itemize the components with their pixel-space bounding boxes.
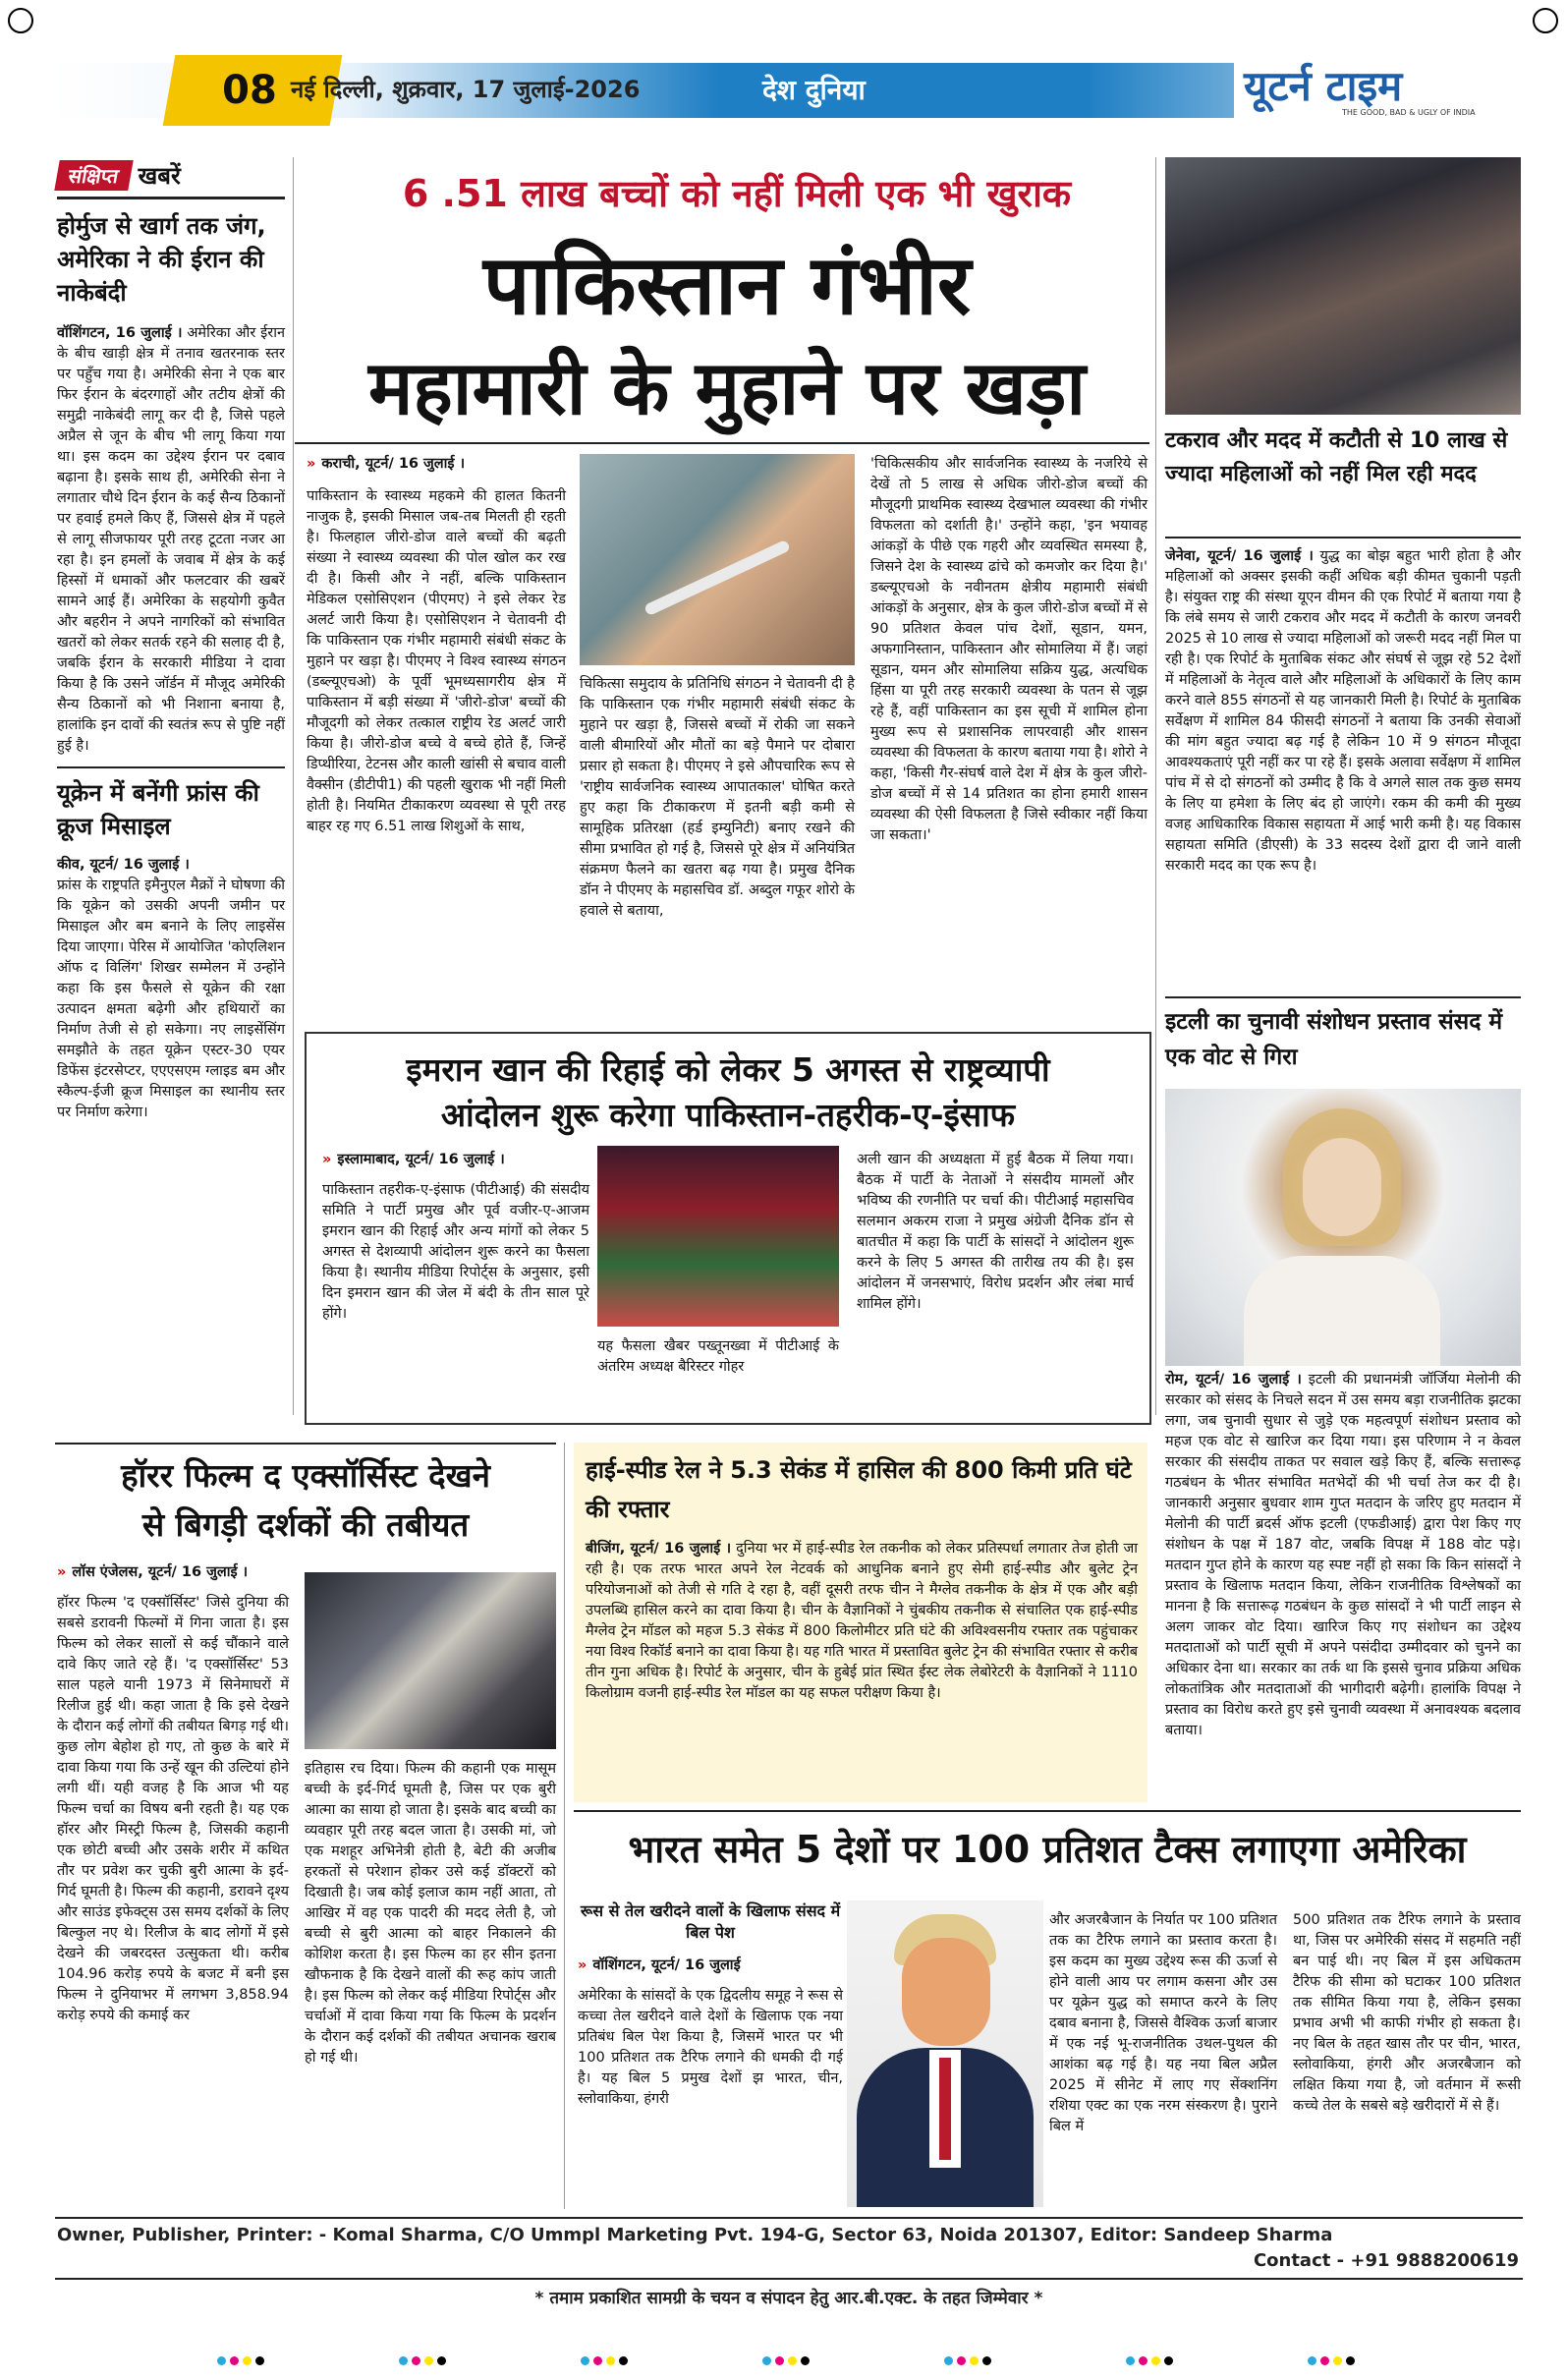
tie-shape: [939, 2058, 951, 2160]
rule: [574, 1810, 1521, 1812]
imran-headline-1: इमरान खान की रिहाई को लेकर 5 अगस्त से राष्ट्रव्यापी: [406, 1050, 1050, 1089]
story-body: [1165, 546, 1521, 877]
column-divider: [564, 1443, 565, 2209]
dateline-header: नई दिल्ली, शुक्रवार, 17 जुलाई-2026: [291, 76, 641, 103]
italy-headline: इटली का चुनावी संशोधन प्रस्ताव संसद में एक वोट से गिरा: [1165, 1009, 1503, 1070]
exorcist-dateline-text: लॉस एंजेलस, यूटर्न/ 16 जुलाई ।: [72, 1564, 249, 1580]
registration-mark-icon: [8, 8, 33, 33]
tariff-text: और अजरबैजान के निर्यात पर 100 प्रतिशत तक का टैरिफ लगाने का प्रस्ताव करता है। इस कदम का मुख्य उद्देश्य रूस की ऊर्जा से होने वाली आय पर लगाम कसना और उस पर यूक्रेन युद्ध को समाप्त करने के लिए दबाव बनाना है, जिससे वैश्विक ऊर्जा बाजार में एक नई भू-राजनीतिक उथल-पुथल की आशंका बढ़ गई है। यह नया बिल अप्रैल 2025 में सीनेट में लाए गए सेंक्शनिंग रशिया एक्ट का एक नरम संस्करण है। पुराने बिल में: [1049, 1912, 1277, 2134]
jacket-shape: [1244, 1256, 1440, 1366]
imran-box: [305, 1032, 1151, 1425]
story-headline: यूक्रेन में बनेंगी फ्रांस की क्रूज मिसाइल: [57, 779, 259, 840]
exorcist-text: इतिहास रच दिया। फिल्म की कहानी एक मासूम बच्ची के इर्द-गिर्द घूमती है, जिस पर एक बुरी आत्मा का साया हो जाता है। इसके बाद बच्ची का व्यवहार पूरी तरह बदल जाता है। उसकी मां, जो एक मशहूर अभिनेत्री होती है, बेटी की अजीब हरकतों से परेशान होकर उसे कई डॉक्टरों को दिखाती है। जब कोई इलाज काम नहीं आता, तो आखिर में वह एक पादरी की मदद लेती है, जो बच्ची से बुरी आत्मा को बाहर निकालने की कोशिश करता है। इस फिल्म का हर सीन इतना खौफनाक है कि देखने वालों की रूह कांप जाती है। इस फिल्म को लेकर कई मीडिया रिपोर्ट्स और चर्चाओं में दावा किया गया कि फिल्म के प्रदर्शन के दौरान कई दर्शकों की तबीयत अचानक खराब हो गई थी।: [305, 1761, 556, 2066]
arrow-bullet-icon: »: [578, 1957, 588, 1973]
story-dateline: कीव, यूटर्न/ 16 जुलाई ।: [57, 857, 190, 873]
imran-headline-2: आंदोलन शुरू करेगा पाकिस्तान-तहरीक-ए-इंसाफ: [440, 1096, 1016, 1134]
vaccine-photo: [580, 454, 855, 665]
tariff-col-3: [1293, 1910, 1521, 2117]
women-photo: [1165, 157, 1521, 415]
imran-col-1: [322, 1150, 589, 1325]
arrow-bullet-icon: »: [57, 1564, 67, 1580]
page-number-text: 08: [222, 68, 277, 113]
left-column: [57, 157, 285, 1123]
story-dateline: रोम, यूटर्न/ 16 जुलाई ।: [1165, 1372, 1302, 1388]
footer-imprint: Owner, Publisher, Printer: - Komal Sharma, C/O Ummpl Marketing Pvt. 194-G, Sector 63, Noida 201307, Editor: Sandeep Sharma: [57, 2225, 1333, 2245]
tariff-col-1: [578, 1900, 843, 2110]
story-text: दुनिया भर में हाई-स्पीड रेल तकनीक को लेकर प्रतिस्पर्धा लगातार तेज होती जा रही है। एक तरफ भारत अपने रेल नेटवर्क को आधुनिक बनाने हुए सेमी हाई-स्पीड और बुलेट ट्रेन परियोजनाओं को तेजी से गति दे रहा है, वहीं दूसरी तरफ चीन ने मैग्लेव तकनीक के क्षेत्र में एक और बड़ी उपलब्धि हासिल करने का दावा किया है। चीन के वैज्ञानिकों ने चुंबकीय तकनीक से संचालित एक हाई-स्पीड मैग्लेव ट्रेन मॉडल को महज 5.3 सेकंड में 800 किलोमीटर प्रति घंटे की अविश्वसनीय रफ्तार तक पहुंचाकर नया विश्व रिकॉर्ड बनाने का दावा किया है। यह गति भारत में प्रस्तावित बुलेट ट्रेन की संभावित रफ्तार से करीब तीन गुना अधिक है। रिपोर्ट के अनुसार, चीन के हुबेई प्रांत स्थित ईस्ट लेक लेबोरेटरी के वैज्ञानिकों ने 1110 किलोग्राम वजनी हाई-स्पीड रेल मॉडल का यह सफल परीक्षण किया है।: [586, 1541, 1138, 1701]
face-shape: [1303, 1138, 1381, 1236]
footer-note: * तमाम प्रकाशित सामग्री के चयन व संपादन हेतु आर.बी.एक्ट. के तहत जिम्मेवार *: [534, 2289, 1043, 2308]
rule: [295, 442, 1149, 444]
italy-body: [1165, 1370, 1521, 1741]
rule: [55, 1443, 556, 1445]
story-text: युद्ध का बोझ बहुत भारी होता है और महिलाओं को अक्सर इसकी कहीं अधिक बड़ी कीमत चुकानी पड़ती है। संयुक्त राष्ट्र की संस्था यूएन वीमन की एक रिपोर्ट में बताया गया है कि लंबे समय से जारी टकराव और मदद में कटौती के कारण जनवरी 2025 से 10 लाख से ज्यादा महिलाओं को जरूरी मदद नहीं मिल पा रही है। एक रिपोर्ट के मुताबिक संकट और संघर्ष से जूझ रहे 52 देशों में महिलाओं के नेतृत्व वाले और महिलाओं के अधिकारों के लिए काम करने वाले 855 संगठनों से यह जानकारी मिली है। रिपोर्ट के मुताबिक सर्वेक्षण में शामिल 84 फीसदी संगठनों ने बताया कि उनकी सेवाओं की मांग बहुत ज्यादा बढ़ गई है लेकिन 10 में 9 संगठन मौजूदा आवश्यकताएं पूरी नहीं कर पा रहे हैं। इसके अलावा सर्वेक्षण में शामिल पांच में से दो संगठनों को उम्मीद है कि वे अगले साल तक कुछ समय के लिए या हमेशा के लिए बंद हो जाएंगे। रकम की कमी की मुख्य वजह आधिकारिक विकास सहायता में आई भारी कमी है। यह विकास सहायता समिति (डीएसी) के 33 सदस्य देशों द्वारा दी जाने वाली सरकारी मदद का एक रूप है।: [1165, 548, 1522, 874]
lead-dateline: [307, 454, 566, 475]
imran-col-2: [597, 1336, 839, 1378]
exorcist-dateline: [57, 1562, 289, 1583]
trump-photo: [847, 1900, 1043, 2207]
page-header: [55, 55, 1529, 126]
tariff-col-2: [1049, 1910, 1277, 2137]
story-body: [586, 1539, 1138, 1704]
rally-photo: [597, 1146, 839, 1327]
story-dateline: जेनेवा, यूटर्न/ 16 जुलाई ।: [1165, 548, 1314, 564]
tariff-headline: भारत समेत 5 देशों पर 100 प्रतिशत टैक्स लगाएगा अमेरिका: [628, 1828, 1467, 1871]
lead-col-3: [870, 454, 1147, 846]
story-text: फ्रांस के राष्ट्रपति इमैनुएल मैक्रों ने घोषणा की कि यूक्रेन को उसकी अपनी जमीन पर मिसाइल और बम बनाने के लिए लाइसेंस दिया जाएगा। पेरिस में आयोजित 'कोएलिशन ऑफ द विलिंग' शिखर सम्मेलन में उन्होंने कहा कि इस फैसले से यूक्रेन की रक्षा उत्पादन क्षमता बढ़ेगी और हथियारों का निर्माण तेजी से हो सकेगा। नए लाइसेंसिंग समझौते के तहत यूक्रेन एस्टर-30 एयर डिफेंस इंटरसेप्टर, एएएसएम ग्लाइड बम और स्कैल्प-ईजी क्रूज मिसाइल का स्थानीय स्तर पर निर्माण करेगा।: [57, 878, 285, 1120]
tariff-dateline-text: वॉशिंगटन, यूटर्न/ 16 जुलाई: [592, 1957, 741, 1973]
rule: [55, 2217, 1523, 2219]
arrow-bullet-icon: »: [307, 456, 316, 472]
imran-text: यह फैसला खैबर पख्तूनख्वा में पीटीआई के अंतरिम अध्यक्ष बैरिस्टर गोहर: [597, 1338, 839, 1375]
tariff-text: 500 प्रतिशत तक टैरिफ लगाने के प्रस्ताव था, जिस पर अमेरिकी संसद में सहमति नहीं बन पाई थी। नए बिल में इस अधिकतम टैरिफ की सीमा को घटाकर 100 प्रतिशत तक सीमित किया गया है, लेकिन इसका प्रभाव अभी भी काफी गंभीर हो सकता है। नए बिल के तहत खास तौर पर चीन, भारत, स्लोवाकिया, हंगरी और अजरबैजान को लक्षित किया गया है, जो वर्तमान में रूसी कच्चे तेल के सबसे बड़े खरीदारों में से हैं।: [1293, 1912, 1521, 2114]
masthead-logo: यूटर्न टाइम: [1244, 62, 1403, 110]
tariff-sub: रूस से तेल खरीदने वालों के खिलाफ संसद में बिल पेश: [580, 1901, 841, 1942]
rail-body: [586, 1539, 1138, 1704]
story-body: [57, 323, 285, 757]
imran-col-3: [857, 1150, 1134, 1315]
right-top-body: [1165, 546, 1521, 877]
arrow-bullet-icon: »: [322, 1152, 332, 1167]
exorcist-headline-2: से बिगड़ी दर्शकों की तबीयत: [141, 1505, 470, 1544]
lead-kicker: 6 .51 लाख बच्चों को नहीं मिली एक भी खुराक: [402, 172, 1072, 215]
tariff-dateline: [578, 1955, 843, 1976]
section-name: देश दुनिया: [762, 74, 866, 106]
section-label-text: खबरें: [138, 161, 181, 190]
section-label: [57, 157, 285, 193]
lead-text: चिकित्सा समुदाय के प्रतिनिधि संगठन ने चेतावनी दी है कि पाकिस्तान एक गंभीर महामारी संबंधी संकट के मुहाने पर खड़ा है, जिससे बच्चों में रोकी जा सकने वाली बीमारियों और मौतों का बड़े पैमाने पर दोबारा प्रसार हो सकता है। पीएमए ने इसे औपचारिक रूप से 'राष्ट्रीय सार्वजनिक स्वास्थ्य आपातकाल' घोषित करते हुए कहा कि टीकाकरण में इतनी बड़ी कमी से सामूहिक प्रतिरक्षा (हर्ड इम्युनिटी) बनाए रखने की सीमा प्रभावित हो गई है, जिससे पूरे क्षेत्र में अनियंत्रित संक्रमण फैलने का खतरा बढ़ गया है। प्रमुख दैनिक डॉन ने पीएमए के महासचिव डॉ. अब्दुल गफूर शोरो के हवाले से बताया,: [580, 676, 855, 919]
exorcist-headline-1: हॉरर फिल्म द एक्सॉर्सिस्ट देखने: [121, 1456, 490, 1495]
lead-headline-1: पाकिस्तान गंभीर: [482, 237, 972, 333]
exorcist-photo: [305, 1572, 556, 1749]
rule: [55, 2278, 1523, 2280]
color-dot-strip: [39, 2351, 1533, 2369]
rule: [1165, 996, 1521, 998]
lead-headline-2: महामारी के मुहाने पर खड़ा: [367, 344, 1087, 431]
story-dateline: बीजिंग, यूटर्न/ 16 जुलाई ।: [586, 1541, 732, 1557]
lead-text: पाकिस्तान के स्वास्थ्य महकमे की हालत कितनी नाजुक है, इसकी मिसाल जब-तब मिलती ही रहती है। फिलहाल जीरो-डोज वाले बच्चों की बढ़ती संख्या ने स्वास्थ्य व्यवस्था की पोल खोल कर रख दी है। किसी और ने नहीं, बल्कि पाकिस्तान मेडिकल एसोसिएशन (पीएमए) ने इसे लेकर रेड अलर्ट जारी किया है। एसोसिएशन ने चेतावनी दी कि पाकिस्तान एक गंभीर महामारी संबंधी संकट के मुहाने पर खड़ा है। पीएमए ने विश्व स्वास्थ्य संगठन (डब्ल्यूएचओ) के पूर्वी भूमध्यसागरीय क्षेत्र में पाकिस्तान में बड़ी संख्या में 'जीरो-डोज' बच्चों की मौजूदगी को लेकर तत्काल राष्ट्रीय रेड अलर्ट जारी किया है। जीरो-डोज बच्चे वे बच्चे होते हैं, जिन्हें डिप्थीरिया, टेटनस और काली खांसी से बचाव वाली वैक्सीन (डीटीपी1) की पहली खुराक भी नहीं मिली होती है। नियमित टीकाकरण व्यवस्था से पूरी तरह बाहर रह गए 6.51 लाख शिशुओं के साथ,: [307, 488, 566, 834]
column-divider: [293, 157, 294, 1415]
meloni-photo: [1165, 1089, 1521, 1366]
rule: [1165, 537, 1521, 538]
imran-dateline: [322, 1150, 589, 1170]
imran-text: पाकिस्तान तहरीक-ए-इंसाफ (पीटीआई) की संसदीय समिति ने पार्टी प्रमुख और पूर्व वजीर-ए-आजम इमरान खान की रिहाई और अन्य मांगों को लेकर 5 अगस्त से देशव्यापी आंदोलन शुरू करने का फैसला किया है। स्थानीय मीडिया रिपोर्ट्स के अनुसार, इसी दिन इमरान खान की जेल में बंदी के तीन साल पूरे होंगे।: [322, 1182, 589, 1322]
exorcist-col-1: [57, 1562, 289, 2026]
face-shape: [902, 1938, 990, 2046]
lead-text: 'चिकित्सकीय और सार्वजनिक स्वास्थ्य के नजरिये से देखें तो 5 लाख से अधिक जीरो-डोज बच्चों की मौजूदगी प्राथमिक स्वास्थ्य देखभाल व्यवस्था की गंभीर विफलता को दर्शाती है।' उन्होंने कहा, 'इन भयावह आंकड़ों के पीछे एक गहरी और व्यवस्थित समस्या है, जिसने देश के स्वास्थ्य ढांचे को कमजोर कर दिया है।' डब्ल्यूएचओ के नवीनतम क्षेत्रीय महामारी संबंधी आंकड़ों के अनुसार, क्षेत्र के कुल जीरो-डोज बच्चों में से 90 प्रतिशत केवल पांच देशों, सूडान, यमन, अफगानिस्तान, पाकिस्तान और सोमालिया में हैं। जहां सूडान, यमन और सोमालिया सक्रिय युद्ध, अत्यधिक हिंसा या पूरी तरह सरकारी व्यवस्था के पतन से जूझ रहे हैं, वहीं पाकिस्तान का इस सूची में शामिल होना मुख्य रूप से प्रशासनिक लापरवाही और शासन व्यवस्था की विफलता के कारण बताया गया है। शोरो ने कहा, 'किसी गैर-संघर्ष वाले देश में क्षेत्र के कुल जीरो-डोज बच्चों में से 14 प्रतिशत का होना हमारी शासन व्यवस्था की ऐसी विफलता है जिसे स्वीकार नहीं किया जा सकता।': [870, 456, 1147, 843]
lead-dateline-text: कराची, यूटर्न/ 16 जुलाई ।: [321, 456, 466, 472]
lead-col-1: [307, 454, 566, 837]
right-top-headline: टकराव और मदद में कटौती से 10 लाख से ज्यादा महिलाओं को नहीं मिल रही मदद: [1165, 428, 1508, 486]
section-label-badge: संक्षिप्त: [54, 160, 133, 191]
footer-contact: Contact - +91 9888200619: [1253, 2250, 1519, 2271]
registration-mark-icon: [1533, 8, 1558, 33]
story-text: अमेरिका और ईरान के बीच खाड़ी क्षेत्र में तनाव खतरनाक स्तर पर पहुँच गया है। अमेरिकी सेना ने एक बार फिर ईरान के बंदरगाहों और तटीय क्षेत्रों की समुद्री नाकेबंदी लागू कर दी है, जिसे पहले अप्रैल से जून के बीच भी लागू किया गया था। इस कदम का उद्देश्य ईरान पर दबाव बढ़ाना है। इसके साथ ही, अमेरिकी सेना ने लगातार चौथे दिन ईरान के कई सैन्य ठिकानों पर हवाई हमले किए हैं, जिससे क्षेत्र में पहले से लागू सीजफायर पूरी तरह टूटता नजर आ रहा है। इन हमलों के जवाब में क्षेत्र के कई हिस्सों में धमाकों और फलटवार की खबरें सामने आई हैं। अमेरिका के सहयोगी कुवैत और बहरीन ने अपने नागरिकों को संभावित खतरों को लेकर सतर्क रहने की सलाह दी है, जबकि ईरान के सरकारी मीडिया ने दावा किया है कि उसने जॉर्डन में मौजूद अमेरिकी सैन्य ठिकानों को भी निशाना बनाया है, हालांकि इन दावों की स्वतंत्र रूप से पुष्टि नहीं हुई है।: [57, 325, 285, 754]
story-body: [1165, 1370, 1521, 1741]
imran-dateline-text: इस्लामाबाद, यूटर्न/ 16 जुलाई ।: [337, 1152, 505, 1167]
column-divider: [1155, 157, 1156, 1415]
tariff-text: अमेरिका के सांसदों के एक द्विदलीय समूह ने रूस से कच्चा तेल खरीदने वाले देशों के खिलाफ एक नया प्रतिबंध बिल पेश किया है, जिसमें भारत पर भी 100 प्रतिशत तक टैरिफ लगाने की धमकी दी गई है। यह बिल 5 प्रमुख देशों झ भारत, चीन, स्लोवाकिया, हंगरी: [578, 1988, 843, 2107]
exorcist-col-2: [305, 1759, 556, 2068]
story-headline: होर्मुज से खार्ग तक जंग, अमेरिका ने की ईरान की नाकेबंदी: [57, 212, 266, 307]
story-text: इटली की प्रधानमंत्री जॉर्जिया मेलोनी की सरकार को संसद के निचले सदन में उस समय बड़ा राजनीतिक झटका लगा, जब चुनावी सुधार से जुड़े एक महत्वपूर्ण संशोधन प्रस्ताव को महज एक वोट से खारिज कर दिया गया। इस परिणाम ने न केवल सरकार की संसदीय ताकत पर सवाल खड़े किए हैं, बल्कि सत्तारूढ़ गठबंधन के भीतर संभावित मतभेदों की भी चर्चा तेज कर दी है। जानकारी अनुसार बुधवार शाम गुप्त मतदान के जरिए हुए मतदान में मेलोनी की पार्टी ब्रदर्स ऑफ इटली (एफडीआई) द्वारा पेश किए गए संशोधन के पक्ष में 187 वोट, जबकि विपक्ष में 188 वोट पड़े। मतदान गुप्त होने के कारण यह स्पष्ट नहीं हो सका कि किन सांसदों ने प्रस्ताव के खिलाफ मतदान किया, लेकिन राजनीतिक विश्लेषकों का मानना है कि सत्तारूढ़ गठबंधन के कुछ सांसदों ने भी पार्टी लाइन से अलग जाकर वोट दिया। खारिज किए गए संशोधन का उद्देश्य मतदाताओं को पार्टी सूची में अपने पसंदीदा उम्मीदवार को चुनने का अधिकार देना था। सरकार का तर्क था कि इससे चुनाव प्रक्रिया अधिक लोकतांत्रिक और मतदाताओं की भागीदारी बढ़ेगी। हालांकि विपक्ष ने प्रस्ताव का विरोध करते हुए इसे चुनावी व्यवस्था में अनावश्यक बदलाव बताया।: [1165, 1372, 1522, 1738]
exorcist-text: हॉरर फिल्म 'द एक्सॉर्सिस्ट' जिसे दुनिया की सबसे डरावनी फिल्मों में गिना जाता है। इस फिल्म को लेकर सालों से कई चौंकाने वाले दावे किए जाते रहे हैं। 'द एक्सॉर्सिस्ट' 53 साल पहले यानी 1973 में सिनेमाघरों में रिलीज हुई थी। कहा जाता है कि इसे देखने के दौरान कई लोगों की तबीयत बिगड़ गई थी। कुछ लोग बेहोश हो गए, तो कुछ के बारे में दावा किया गया कि उन्हें खून की उल्टियां होने लगी थीं। यही वजह है कि आज भी यह फिल्म चर्चा का विषय बनी रहती है। यह एक हॉरर और मिस्ट्री फिल्म है, जिसकी कहानी एक छोटी बच्ची और उसके शरीर में कथित तौर पर प्रवेश कर चुकी बुरी आत्मा के इर्द-गिर्द घूमती है। फिल्म की कहानी, डरावने दृश्य और साउंड इफेक्ट्स उस समय दर्शकों के लिए बिल्कुल नए थे। रिलीज के बाद लोगों में इसे देखने की जबरदस्त उत्सुकता थी। करीब 104.96 करोड़ रुपये के बजट में बनी इस फिल्म ने दुनियाभर में लगभग 3,858.94 करोड़ रुपये की कमाई कर: [57, 1595, 289, 2023]
imran-text: अली खान की अध्यक्षता में हुई बैठक में लिया गया। बैठक में पार्टी के नेताओं ने संसदीय मामलों और भविष्य की रणनीति पर चर्चा की। पीटीआई महासचिव सलमान अकरम राजा ने प्रमुख अंग्रेजी दैनिक डॉन से बातचीत में कहा कि पार्टी के सांसदों ने आंदोलन शुरू करने के लिए 5 अगस्त की तारीख तय की है। इस आंदोलन में जनसभाएं, विरोध प्रदर्शन और लंबा मार्च शामिल होंगे।: [857, 1152, 1134, 1312]
rail-headline: हाई-स्पीड रेल ने 5.3 सेकंड में हासिल की 800 किमी प्रति घंटे की रफ्तार: [586, 1456, 1132, 1523]
story-body: [57, 855, 285, 1123]
story-dateline: वॉशिंगटन, 16 जुलाई ।: [57, 325, 183, 341]
syringe-shape: [644, 539, 791, 616]
lead-col-2: [580, 674, 855, 922]
masthead-tagline: THE GOOD, BAD & UGLY OF INDIA: [1342, 108, 1476, 117]
